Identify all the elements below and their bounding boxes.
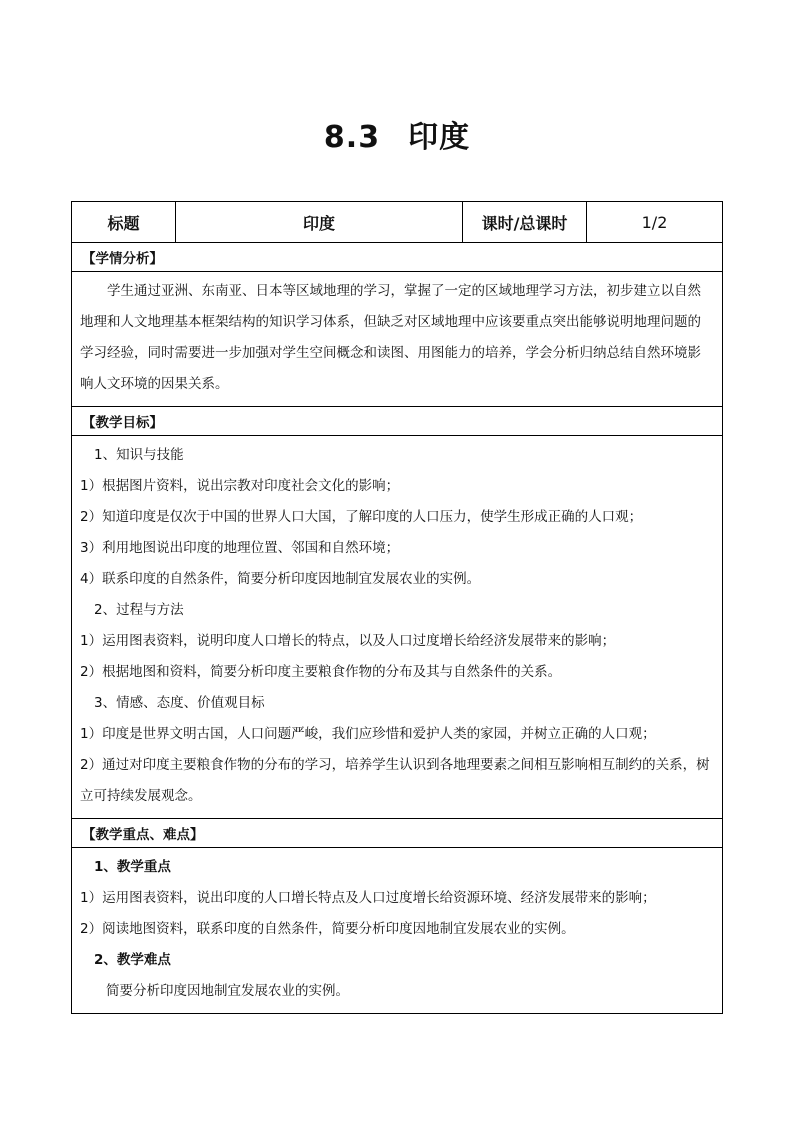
objectives-body	[72, 436, 723, 819]
objective-item: 4）联系印度的自然条件，简要分析印度因地制宜发展农业的实例。	[80, 571, 481, 587]
objective-item: 2）通过对印度主要粮食作物的分布的学习，培养学生认识到各地理要素之间相互影响相互制约的关系，树立可持续发展观念。	[80, 757, 710, 804]
objective-item: 1）印度是世界文明古国，人口问题严峻，我们应珍惜和爱护人类的家园，并树立正确的人口观；	[80, 726, 656, 742]
analysis-paragraph: 学生通过亚洲、东南亚、日本等区域地理的学习，掌握了一定的区域地理学习方法，初步建立以自然地理和人文地理基本框架结构的知识学习体系，但缺乏对区域地理中应该要重点突出能够说明地理问题的学习经验，同时需要进一步加强对学生空间概念和读图、用图能力的培养，学会分析归纳总结自然环境影响人文环境的因果关系。	[80, 283, 701, 392]
header-row	[72, 202, 723, 243]
objectives-heading-row	[72, 407, 723, 436]
keypoints-heading-row	[72, 819, 723, 848]
title-label-cell: 标题	[72, 202, 176, 243]
analysis-heading: 【学情分析】	[72, 243, 723, 272]
objective-item: 3）利用地图说出印度的地理位置、邻国和自然环境；	[80, 540, 400, 556]
objectives-heading: 【教学目标】	[72, 407, 723, 436]
objective-item: 1）运用图表资料，说明印度人口增长的特点，以及人口过度增长给经济发展带来的影响；	[80, 633, 616, 649]
hours-value-cell: 1/2	[587, 202, 723, 243]
objective-item: 2）根据地图和资料，简要分析印度主要粮食作物的分布及其与自然条件的关系。	[80, 664, 562, 680]
title-text: 印度	[408, 120, 471, 155]
page-title	[0, 112, 794, 156]
focus-item: 2）阅读地图资料，联系印度的自然条件，简要分析印度因地制宜发展农业的实例。	[80, 921, 575, 937]
analysis-body	[72, 272, 723, 407]
objective-group-title: 3、情感、态度、价值观目标	[94, 695, 265, 711]
keypoints-body	[72, 848, 723, 1014]
objective-item: 2）知道印度是仅次于中国的世界人口大国，了解印度的人口压力，使学生形成正确的人口观；	[80, 509, 643, 525]
lesson-plan-table	[71, 201, 723, 1014]
objective-group-title: 1、知识与技能	[94, 447, 184, 463]
difficulty-text: 简要分析印度因地制宜发展农业的实例。	[106, 983, 349, 999]
focus-title: 1、教学重点	[94, 859, 171, 875]
keypoints-body-row	[72, 848, 723, 1014]
hours-label-cell: 课时/总课时	[463, 202, 587, 243]
difficulty-title: 2、教学难点	[94, 952, 171, 968]
objective-group-title: 2、过程与方法	[94, 602, 184, 618]
analysis-heading-row	[72, 243, 723, 272]
section-number: 8.3	[323, 120, 381, 155]
objectives-body-row	[72, 436, 723, 819]
keypoints-heading: 【教学重点、难点】	[72, 819, 723, 848]
analysis-body-row	[72, 272, 723, 407]
objective-item: 1）根据图片资料，说出宗教对印度社会文化的影响；	[80, 478, 400, 494]
focus-item: 1）运用图表资料，说出印度的人口增长特点及人口过度增长给资源环境、经济发展带来的影响；	[80, 890, 656, 906]
title-value-cell: 印度	[176, 202, 463, 243]
